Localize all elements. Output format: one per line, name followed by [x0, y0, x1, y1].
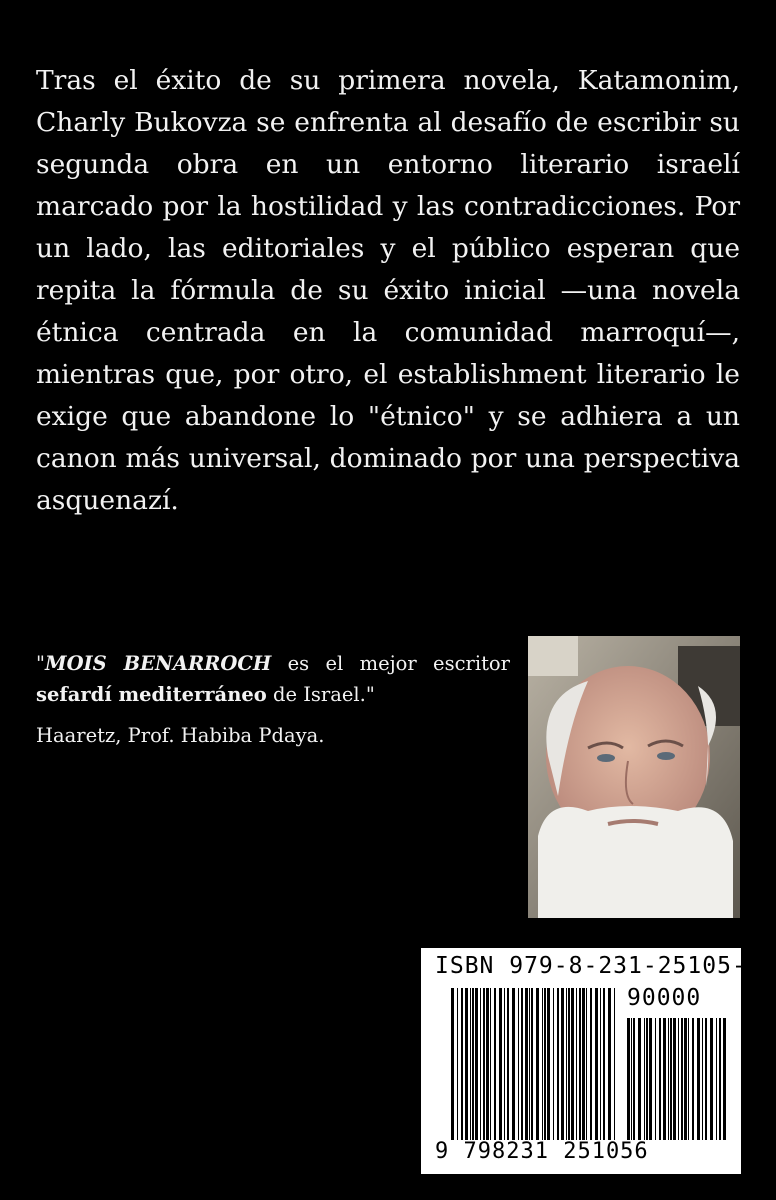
- barcode-bar: [659, 1018, 661, 1140]
- barcode-bar: [663, 1018, 666, 1140]
- barcode-bar: [547, 988, 550, 1140]
- barcode-bar: [568, 988, 570, 1140]
- barcode-bar: [705, 1018, 707, 1140]
- barcode-bar: [644, 1018, 645, 1140]
- barcode-bar: [507, 988, 509, 1140]
- barcode-bar: [684, 1018, 687, 1140]
- barcode-bar: [681, 1018, 683, 1140]
- barcode-bar: [595, 988, 598, 1140]
- barcode-bar: [600, 988, 601, 1140]
- barcode-bar: [670, 1018, 672, 1140]
- barcode-bar: [566, 988, 567, 1140]
- barcode-bar: [472, 988, 474, 1140]
- review-quote: [36, 648, 510, 710]
- barcode-bar: [586, 988, 587, 1140]
- barcode-bar: [542, 988, 543, 1140]
- quote-attribution: Haaretz, Prof. Habiba Pdaya.: [36, 724, 325, 747]
- quote-end-text: de Israel.": [266, 683, 375, 706]
- back-cover-blurb: Tras el éxito de su primera novela, Katamonim, Charly Bukovza se enfrenta al desafío de escribir su segunda obra en un entorno literario israelí marcado por la hostilidad y las contradicciones. Por un lado, las editoriales y el público esperan que repita la fórmula de su éxito inicial —una novela étnica centrada en la comunidad marroquí—, mientras que, por otro, el establishment literario le exige que abandone lo "étnico" y se adhiera a un canon más universal, dominado por una perspectiva asquenazí.: [36, 65, 740, 516]
- barcode-bar: [461, 988, 463, 1140]
- barcode-bar: [544, 988, 546, 1140]
- ean-digits: 9 798231 251056: [435, 1139, 649, 1164]
- isbn-label: ISBN 979-8-231-25105-6: [435, 953, 762, 979]
- barcode-bar: [465, 988, 468, 1140]
- barcode-bar: [692, 1018, 694, 1140]
- quote-author-name: MOIS BENARROCH: [44, 652, 272, 675]
- barcode-bar: [504, 988, 505, 1140]
- barcode-bar: [518, 988, 519, 1140]
- barcode-bar: [470, 988, 471, 1140]
- barcode-bar: [702, 1018, 703, 1140]
- barcode-bar: [571, 988, 574, 1140]
- quote-middle-text: es el mejor escritor: [271, 652, 510, 675]
- barcode-bar: [673, 1018, 676, 1140]
- barcode-bar: [719, 1018, 721, 1140]
- barcode-bar: [529, 988, 530, 1140]
- barcode-bar: [716, 1018, 717, 1140]
- barcode-bar: [678, 1018, 679, 1140]
- barcode-bar: [576, 988, 577, 1140]
- barcode-bar: [655, 1018, 656, 1140]
- barcode-bar: [557, 988, 559, 1140]
- barcode-bar: [531, 988, 533, 1140]
- barcode-bar: [490, 988, 491, 1140]
- barcode-bar: [494, 988, 496, 1140]
- barcode-bar: [649, 1018, 652, 1140]
- barcode-bar: [521, 988, 523, 1140]
- barcode-bar: [710, 1018, 713, 1140]
- barcode-bar: [483, 988, 485, 1140]
- barcode-bar: [451, 988, 454, 1140]
- barcode-bar: [553, 988, 554, 1140]
- barcode-bar: [646, 1018, 648, 1140]
- barcode-bar: [457, 988, 458, 1140]
- barcode-bar: [688, 1018, 689, 1140]
- barcode-bar: [633, 1018, 635, 1140]
- barcode-bar: [723, 1018, 726, 1140]
- barcode-bar: [582, 988, 585, 1140]
- barcode-bar: [697, 1018, 700, 1140]
- barcode-bar: [614, 988, 615, 1140]
- quote-emphasis: sefardí mediterráneo: [36, 683, 267, 706]
- barcode-bar: [579, 988, 581, 1140]
- barcode-bar: [512, 988, 515, 1140]
- barcode-bar: [536, 988, 539, 1140]
- barcode-bar: [561, 988, 564, 1140]
- isbn-barcode: [421, 948, 762, 1174]
- barcode-bar: [603, 988, 605, 1140]
- barcode-bar: [499, 988, 502, 1140]
- barcode-bar: [486, 988, 489, 1140]
- quote-open-mark: ": [36, 652, 45, 675]
- barcode-bar: [627, 1018, 630, 1140]
- author-portrait-image: [528, 636, 740, 918]
- price-code: 90000: [627, 985, 702, 1011]
- barcode-bar: [631, 1018, 632, 1140]
- barcode-bar: [638, 1018, 641, 1140]
- barcode-bar: [480, 988, 481, 1140]
- barcode-bar: [475, 988, 478, 1140]
- barcode-bar: [590, 988, 592, 1140]
- author-photo: [528, 636, 740, 918]
- barcode-bar: [668, 1018, 669, 1140]
- barcode-bar: [608, 988, 611, 1140]
- barcode-bar: [525, 988, 528, 1140]
